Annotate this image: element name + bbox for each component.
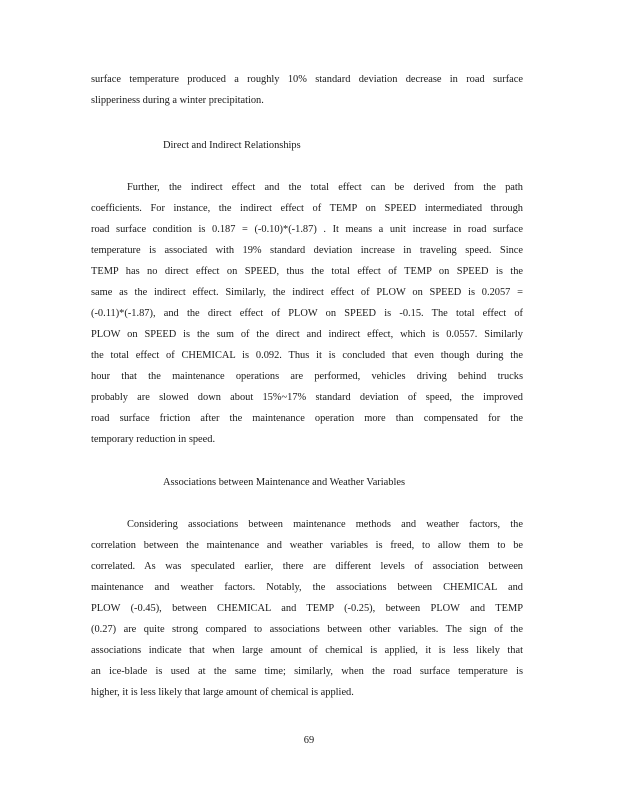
text-line: probably are slowed down about 15%~17% standard deviation of speed, the improved bbox=[91, 392, 523, 403]
text-line: (0.27) are quite strong compared to associations between other variables. The sign of the bbox=[91, 624, 523, 635]
page-number: 69 bbox=[303, 735, 315, 746]
text-line: an ice-blade is used at the same time; similarly, when the road surface temperature is bbox=[91, 666, 523, 677]
text-line: temperature is associated with 19% standard deviation increase in traveling speed. Since bbox=[91, 245, 523, 256]
text-line: higher, it is less likely that large amount of chemical is applied. bbox=[91, 687, 354, 698]
text-line: road surface friction after the maintenance operation more than compensated for the bbox=[91, 413, 523, 424]
text-line: hour that the maintenance operations are performed, vehicles driving behind trucks bbox=[91, 371, 523, 382]
text-line: (-0.11)*(-1.87), and the direct effect of PLOW on SPEED is -0.15. The total effect of bbox=[91, 308, 523, 319]
text-line: road surface condition is 0.187 = (-0.10)*(-1.87) . It means a unit increase in road surface bbox=[91, 224, 523, 235]
section-heading-direct-indirect: Direct and Indirect Relationships bbox=[163, 140, 301, 151]
text-line: correlation between the maintenance and weather variables is freed, to allow them to be bbox=[91, 540, 523, 551]
text-line: TEMP has no direct effect on SPEED, thus the total effect of TEMP on SPEED is the bbox=[91, 266, 523, 277]
text-line: correlated. As was speculated earlier, there are different levels of association between bbox=[91, 561, 523, 572]
section-heading-associations: Associations between Maintenance and Weather Variables bbox=[163, 477, 406, 488]
text-line: Further, the indirect effect and the total effect can be derived from the path bbox=[127, 182, 523, 193]
text-line: the total effect of CHEMICAL is 0.092. Thus it is concluded that even though during the bbox=[91, 350, 523, 361]
text-line: PLOW (-0.45), between CHEMICAL and TEMP (-0.25), between PLOW and TEMP bbox=[91, 603, 523, 614]
text-line: same as the indirect effect. Similarly, the indirect effect of PLOW on SPEED is 0.2057 = bbox=[91, 287, 523, 298]
text-line: surface temperature produced a roughly 10% standard deviation decrease in road surface bbox=[91, 74, 523, 85]
text-line: slipperiness during a winter precipitation. bbox=[91, 95, 264, 106]
text-line: associations indicate that when large amount of chemical is applied, it is less likely that bbox=[91, 645, 523, 656]
text-line: coefficients. For instance, the indirect effect of TEMP on SPEED intermediated through bbox=[91, 203, 523, 214]
text-line: maintenance and weather factors. Notably, the associations between CHEMICAL and bbox=[91, 582, 523, 593]
text-line: Considering associations between maintenance methods and weather factors, the bbox=[127, 519, 523, 530]
text-line: temporary reduction in speed. bbox=[91, 434, 216, 445]
text-line: PLOW on SPEED is the sum of the direct and indirect effect, which is 0.0557. Similarly bbox=[91, 329, 523, 340]
